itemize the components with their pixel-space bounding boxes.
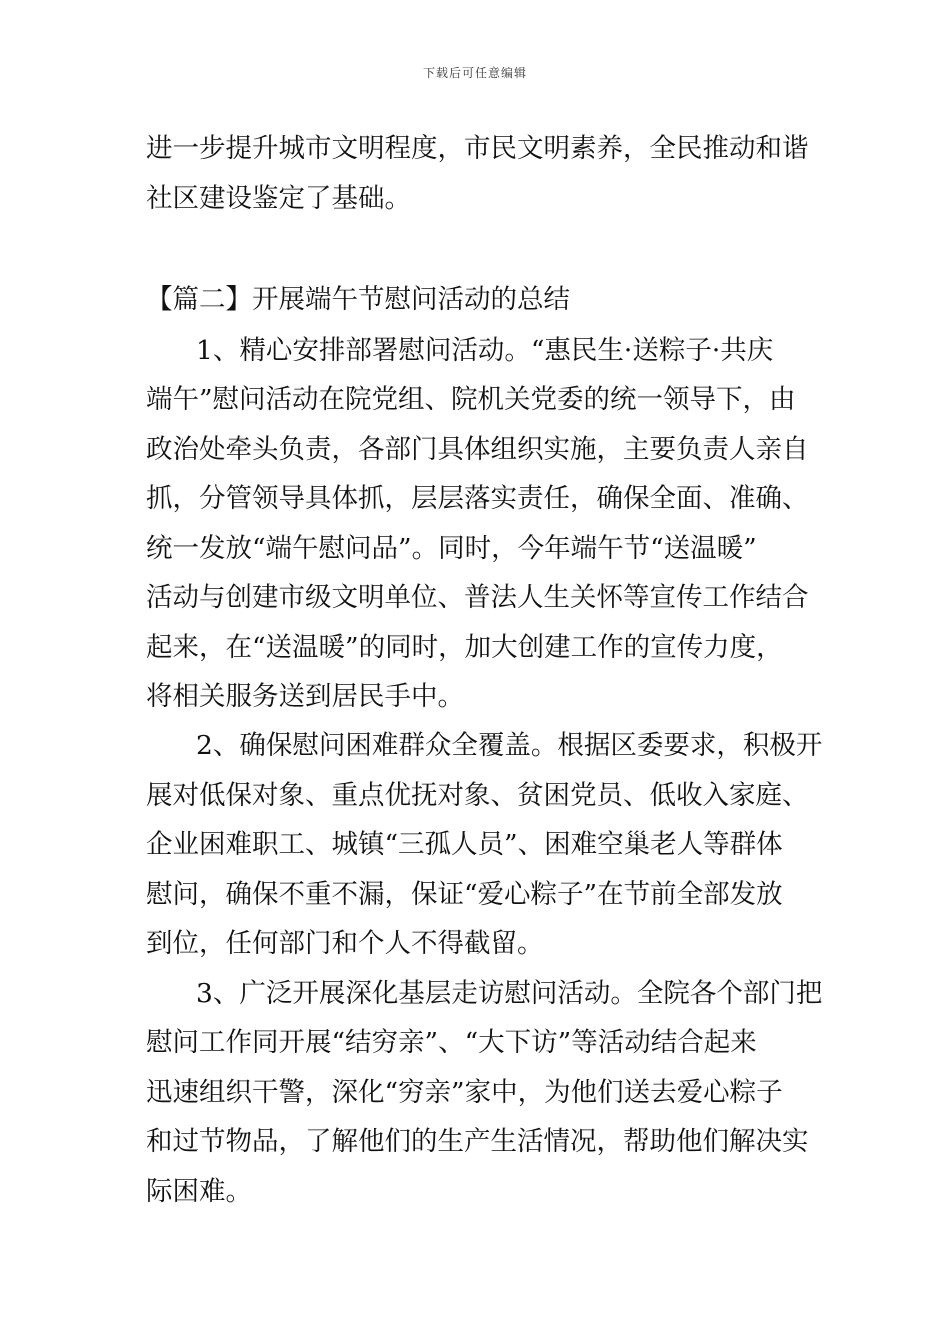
text-line: 企业困难职工、城镇“三孤人员”、困难空巢老人等群体 <box>146 829 783 860</box>
text-line: 1、精心安排部署慰问活动。“惠民生·送粽子·共庆 <box>196 335 774 366</box>
text-line: 3、广泛开展深化基层走访慰问活动。全院各个部门把 <box>196 978 823 1009</box>
text-line: 抓，分管领导具体抓，层层落实责任，确保全面、准确、 <box>146 483 809 514</box>
text-line: 政治处牵头负责，各部门具体组织实施，主要负责人亲自 <box>146 434 809 465</box>
text-line: 活动与创建市级文明单位、普法人生关怀等宣传工作结合 <box>146 582 809 613</box>
text-line: 社区建设鉴定了基础。 <box>146 183 411 214</box>
text-line: 迅速组织干警，深化“穷亲”家中，为他们送去爱心粽子 <box>146 1077 783 1108</box>
page-header: 下载后可任意编辑 <box>422 66 527 80</box>
text-line: 慰问工作同开展“结穷亲”、“大下访”等活动结合起来 <box>146 1027 757 1058</box>
text-line: 端午”慰问活动在院党组、院机关党委的统一领导下，由 <box>146 384 796 415</box>
text-line: 进一步提升城市文明程度，市民文明素养，全民推动和谐 <box>146 133 809 164</box>
text-line: 和过节物品，了解他们的生产生活情况，帮助他们解决实 <box>146 1126 809 1157</box>
text-line: 将相关服务送到居民手中。 <box>146 681 464 712</box>
text-line: 2、确保慰问困难群众全覆盖。根据区委要求，积极开 <box>196 730 823 761</box>
text-line: 展对低保对象、重点优抚对象、贫困党员、低收入家庭、 <box>146 780 809 811</box>
text-line: 统一发放“端午慰问品”。同时，今年端午节“送温暖” <box>146 533 757 564</box>
text-line: 到位，任何部门和个人不得截留。 <box>146 928 544 959</box>
text-line: 慰问，确保不重不漏，保证“爱心粽子”在节前全部发放 <box>146 879 783 910</box>
section-heading: 【篇二】开展端午节慰问活动的总结 <box>146 284 570 315</box>
text-line: 际困难。 <box>146 1176 252 1207</box>
text-line: 起来，在“送温暖”的同时，加大创建工作的宣传力度， <box>146 632 783 663</box>
